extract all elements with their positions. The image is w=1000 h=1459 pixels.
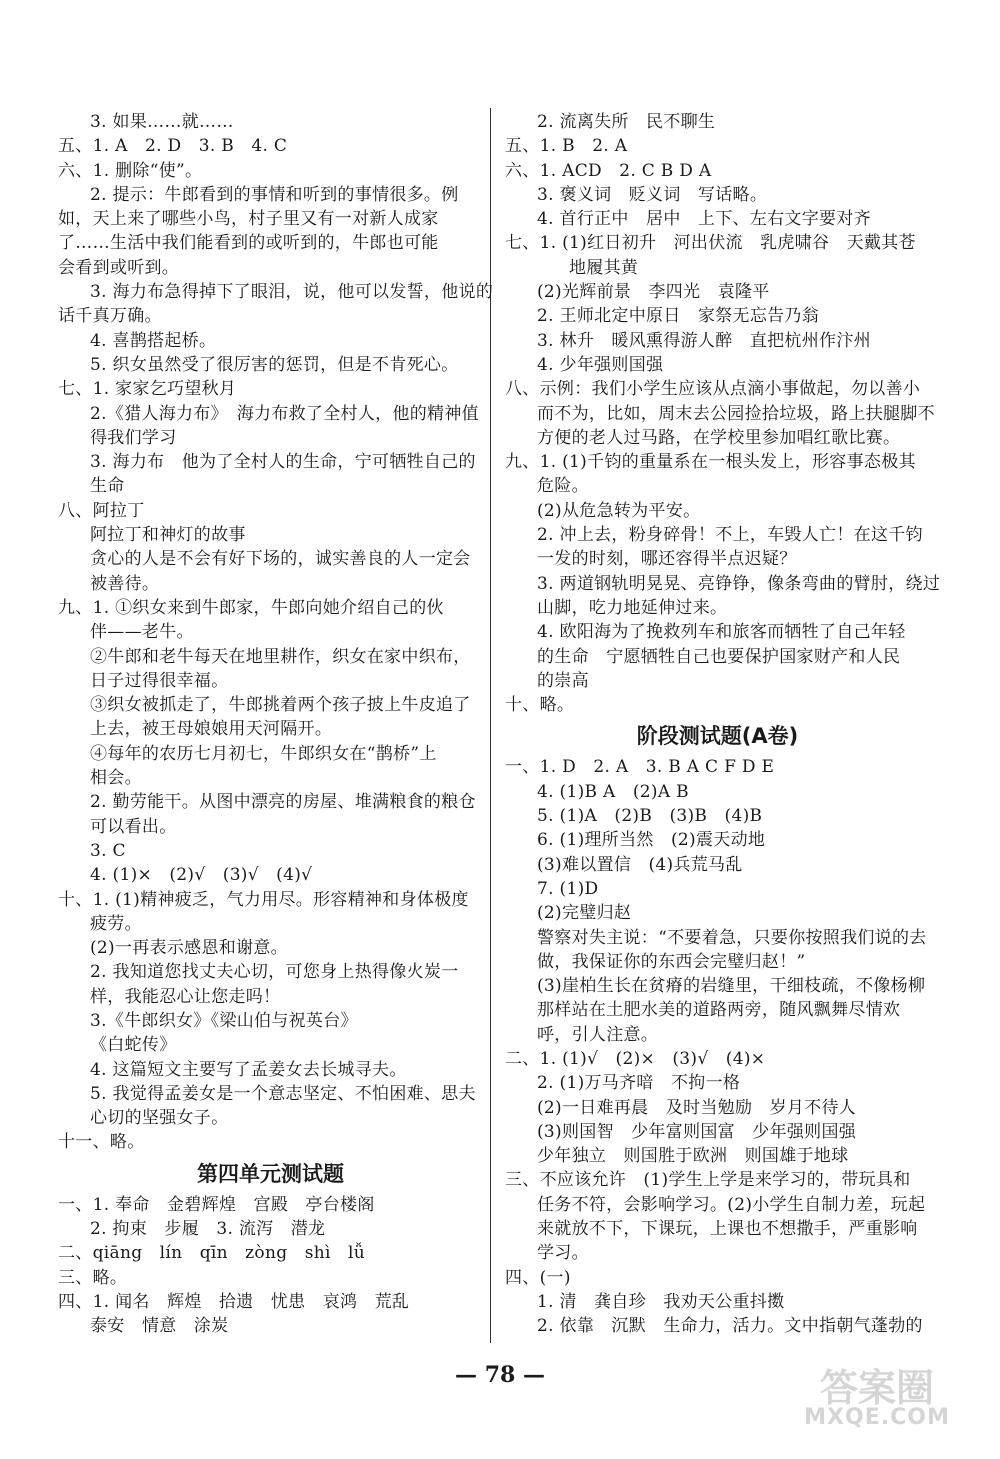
answer-line: 的生命 宁愿牺牲自己也要保护国家财产和人民 [537, 646, 901, 667]
answer-line: 2. (1)万马齐喑 不拘一格 [537, 1073, 741, 1094]
answer-line: 二、qiāng lín qīn zòng shì lǚ [58, 1243, 365, 1264]
answer-line: 2. 流离失所 民不聊生 [537, 112, 716, 132]
answer-line: 十、略。 [505, 695, 575, 716]
answer-line: 任务不符，会影响学习。(2)小学生自制力差，玩起 [537, 1194, 926, 1215]
answer-line: 4. 少年强则国强 [537, 354, 664, 375]
answer-line: (3)难以置信 (4)兵荒马乱 [537, 854, 743, 875]
answer-line: 4. 这篇短文主要写了孟姜女去长城寻夫。 [90, 1059, 407, 1080]
answer-line: 2. 冲上去，粉身碎骨！不上，车毁人亡！在这千钧 [537, 525, 923, 546]
answer-line: 四、(一) [505, 1267, 571, 1288]
answer-line: 十一、略。 [58, 1132, 145, 1153]
answer-line: 十、1. (1)精神疲乏，气力用尽。形容精神和身体极度 [58, 889, 469, 910]
answer-line: 2. 提示：牛郎看到的事情和听到的事情很多。例 [90, 184, 459, 205]
answer-line: 那样站在土肥水美的道路两旁，随风飘舞尽情欢 [537, 1000, 901, 1021]
answer-line: 3. 褒义词 贬义词 写话略。 [537, 184, 768, 205]
answer-line: 了……生活中我们能看到的或听到的，牛郎也可能 [58, 233, 439, 254]
answer-line: 阿拉丁和神灯的故事 [90, 525, 246, 546]
answer-line: 3. 海力布急得掉下了眼泪，说，他可以发誓，他说的 [90, 282, 494, 303]
answer-line: 4. 首行正中 居中 上下、左右文字要对齐 [537, 209, 871, 230]
answer-line: 六、1. 删除“使”。 [58, 160, 203, 181]
answer-line: 警察对失主说：“不要着急，只要你按照我们说的去 [537, 927, 927, 948]
answer-line: 呼，引人注意。 [537, 1024, 659, 1045]
answer-line: 4. 欧阳海为了挽救列车和旅客而牺牲了自己年轻 [537, 622, 906, 643]
answer-line: 可以看出。 [90, 816, 177, 837]
answer-line: 少年独立 则国胜于欧洲 则国雄于地球 [537, 1146, 849, 1167]
answer-line: 生命 [90, 476, 125, 497]
answer-line: 做，我保证你的东西会完璧归赵！” [537, 951, 806, 972]
answer-line: 一、1. 奉命 金碧辉煌 宫殿 亭台楼阁 [58, 1194, 375, 1215]
answer-line: 八、阿拉丁 [58, 500, 145, 521]
answer-line: (2)完璧归赵 [537, 903, 632, 924]
answer-line: 来就放不下，下课玩，上课也不想撒手，严重影响 [537, 1219, 918, 1240]
answer-line: 5. 织女虽然受了很厉害的惩罚，但是不肯死心。 [90, 354, 459, 375]
answer-line: 4. (1)B A (2)A B [537, 781, 689, 802]
answer-line: (2)光辉前景 李四光 袁隆平 [537, 282, 770, 303]
answer-line: 上去，被王母娘娘用天河隔开。 [90, 719, 333, 740]
answer-line: 日子过得很幸福。 [90, 670, 229, 691]
answer-line: 而不为，比如，周末去公园捡拾垃圾，路上扶腿脚不 [537, 403, 935, 424]
answer-line: 2. 我知道您找丈夫心切，可您身上热得像火炭一 [90, 962, 459, 983]
answer-line: 伴——老牛。 [90, 622, 194, 643]
right-column [505, 110, 941, 1339]
answer-line: 的崇高 [537, 670, 589, 691]
answer-line: 危险。 [537, 476, 589, 497]
answer-line: (2)一再表示感恩和谢意。 [90, 938, 288, 959]
answer-line: ③织女被抓走了，牛郎挑着两个孩子披上牛皮追了 [90, 695, 471, 716]
answer-line: 四、1. 闻名 辉煌 拾遗 忧患 哀鸿 荒乱 [58, 1291, 410, 1312]
answer-line: 六、1. ACD 2. C B D A [505, 160, 712, 181]
answer-line: (3)则国智 少年富则国富 少年强则国强 [537, 1121, 857, 1142]
answer-line: 心切的坚强女子。 [90, 1108, 229, 1129]
answer-line: 3.《牛郎织女》《梁山伯与祝英台》 [90, 1010, 358, 1031]
answer-line: 3. 如果……就…… [90, 112, 234, 132]
answer-line: 九、1. ①织女来到牛郎家，牛郎向她介绍自己的伙 [58, 597, 444, 618]
answer-line: 泰安 情意 涂炭 [90, 1316, 229, 1337]
answer-line: 地履其黄 [569, 257, 639, 278]
answer-line: 一发的时刻，哪还容得半点迟疑？ [537, 549, 797, 570]
answer-line: 五、1. A 2. D 3. B 4. C [58, 136, 288, 157]
answer-line: 九、1. (1)千钧的重量系在一根头发上，形容事态极其 [505, 452, 916, 473]
answer-line: 如，天上来了哪些小鸟，村子里又有一对新人成家 [58, 209, 439, 230]
answer-line: 2. 依靠 沉默 生命力，活力。文中指朝气蓬勃的 [537, 1316, 923, 1337]
watermark-logo [782, 1355, 972, 1435]
watermark-sub: MXQE.COM [804, 1405, 950, 1430]
answer-line: 5. (1)A (2)B (3)B (4)B [537, 806, 763, 827]
left-column [58, 110, 494, 1339]
answer-line: 五、1. B 2. A [505, 136, 628, 157]
answer-line: 三、略。 [58, 1267, 128, 1288]
answer-line: 5. 我觉得孟姜女是一个意志坚定、不怕困难、思夫 [90, 1083, 476, 1104]
answer-line: ④每年的农历七月初七，牛郎织女在“鹊桥”上 [90, 743, 437, 764]
answer-line: 2. 勤劳能干。从图中漂亮的房屋、堆满粮食的粮仓 [90, 792, 476, 813]
answer-line: 二、1. (1)√ (2)× (3)√ (4)× [505, 1048, 766, 1069]
answer-line: 七、1. (1)红日初升 河出伏流 乳虎啸谷 天戴其苍 [505, 233, 916, 254]
answer-line: 一、1. D 2. A 3. B A C F D E [505, 757, 775, 778]
answer-line: (2)从危急转为平安。 [537, 500, 701, 521]
answer-line: 山脚，吃力地延伸过来。 [537, 597, 728, 618]
answer-line: 6. (1)理所当然 (2)震天动地 [537, 830, 766, 851]
answer-line: 得我们学习 [90, 427, 177, 448]
answer-line: 三、不应该允许 (1)学生上学是来学习的，带玩具和 [505, 1170, 911, 1191]
answer-line: 4. (1)× (2)√ (3)√ (4)√ [90, 865, 313, 886]
answer-line: 3. 两道钢轨明晃晃、亮铮铮，像条弯曲的臂肘，绕过 [537, 573, 941, 594]
answer-line: 3. 海力布 他为了全村人的生命，宁可牺牲自己的 [90, 452, 476, 473]
watermark-title: 答案圈 [819, 1366, 934, 1410]
answer-line: 疲劳。 [90, 913, 142, 934]
section-heading: 第四单元测试题 [197, 1161, 344, 1186]
answer-line: 2.《猎人海力布》 海力布救了全村人，他的精神值 [90, 403, 479, 424]
answer-line: 3. C [90, 840, 126, 861]
answer-line: 1. 清 龚自珍 我劝天公重抖擞 [537, 1291, 785, 1312]
answer-line: ②牛郎和老牛每天在地里耕作，织女在家中织布， [90, 646, 471, 667]
answer-line: 七、1. 家家乞巧望秋月 [58, 379, 237, 400]
answer-line: 《白蛇传》 [90, 1035, 177, 1056]
answer-line: 2. 王师北定中原日 家祭无忘告乃翁 [537, 306, 820, 327]
answer-line: 会看到或听到。 [58, 257, 180, 278]
answer-line: 被善待。 [90, 573, 160, 594]
answer-line: 7. (1)D [537, 878, 599, 899]
answer-line: 相会。 [90, 768, 142, 789]
page-number: — 78 — [455, 1362, 545, 1388]
answer-line: 方便的老人过马路，在学校里参加唱红歌比赛。 [537, 427, 901, 448]
answer-line: 2. 拘束 步履 3. 流泻 潜龙 [90, 1219, 326, 1240]
answer-line: 样，我能忍心让您走吗！ [90, 986, 281, 1007]
section-heading: 阶段测试题(A卷) [636, 724, 799, 749]
answer-line: 4. 喜鹊搭起桥。 [90, 330, 217, 351]
answer-line: 学习。 [537, 1243, 589, 1264]
answer-line: (2)一日难再晨 及时当勉励 岁月不待人 [537, 1097, 857, 1118]
answer-line: 3. 林升 暖风熏得游人醉 直把杭州作汴州 [537, 330, 871, 351]
answer-line: (3)崖柏生长在贫瘠的岩缝里，干细枝疏，不像杨柳 [537, 976, 926, 997]
answer-line: 贪心的人是不会有好下场的，诚实善良的人一定会 [90, 549, 471, 570]
answer-line: 八、示例：我们小学生应该从点滴小事做起，勿以善小 [505, 379, 921, 400]
answer-line: 话千真万确。 [58, 306, 162, 327]
